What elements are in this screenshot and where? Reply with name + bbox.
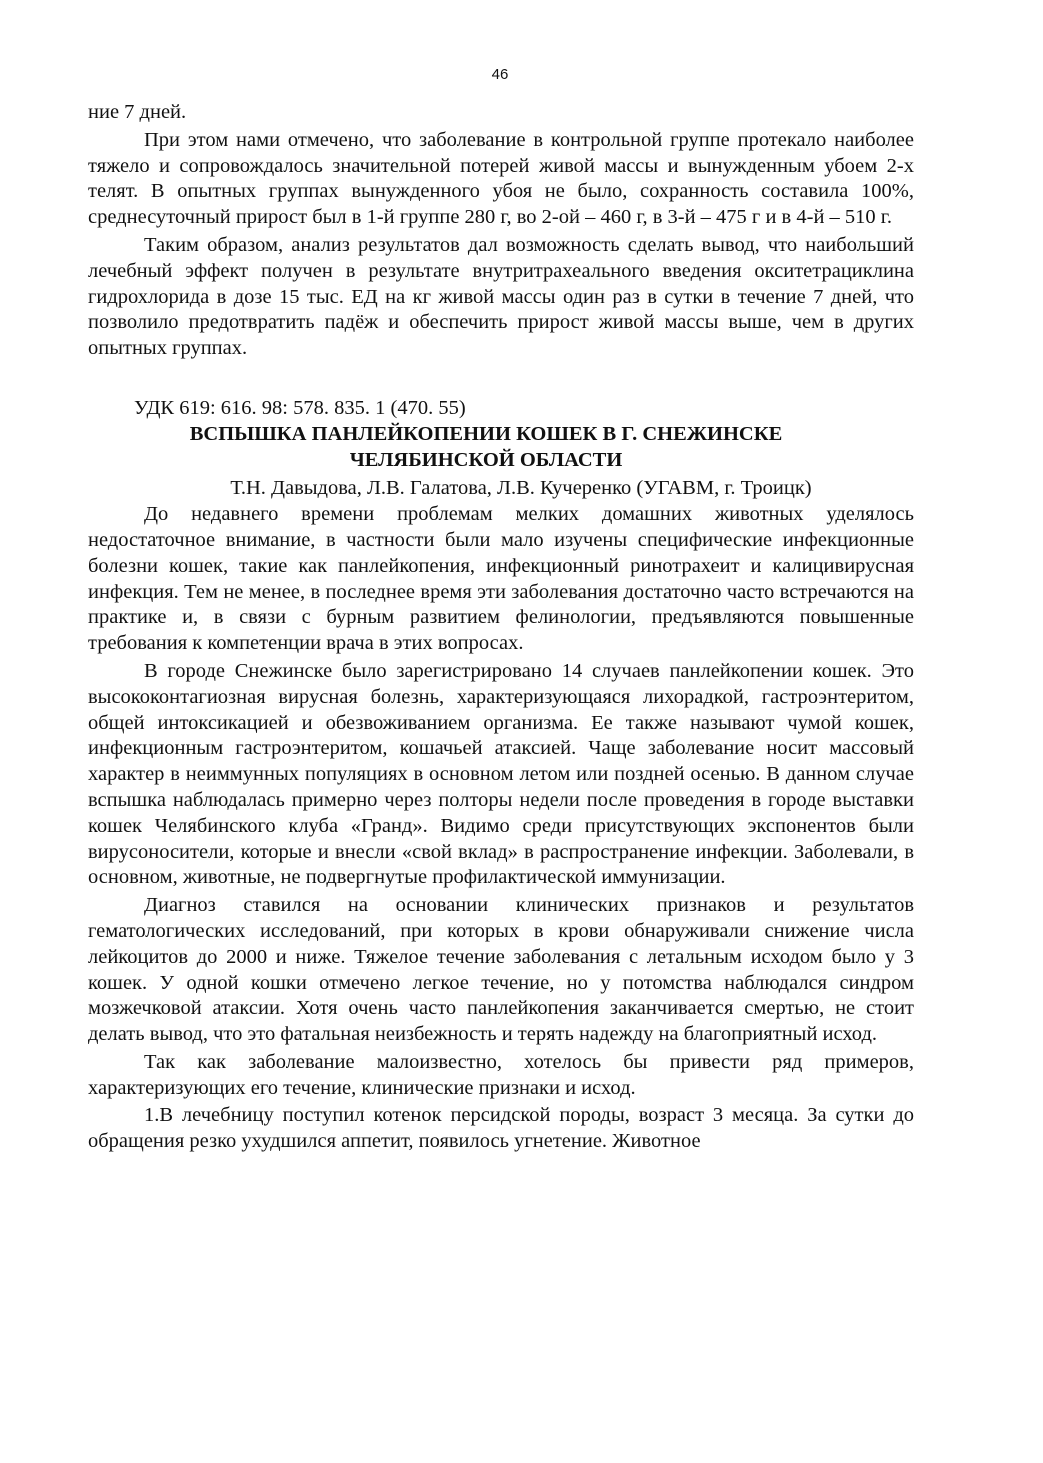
prev-article-paragraph: Таким образом, анализ результатов дал возможность сделать вывод, что наибольший лечебный эффект получен в результате внутритрахеального введения окситетрациклина гидрохлорида в дозе 15 тыс. ЕД на кг живой массы один раз в сутки в течение 7 дней, что позволило предотвратить падёж и обеспечить прирост живой массы выше, чем в других опытных группах.	[88, 233, 914, 360]
article-paragraph: Так как заболевание малоизвестно, хотелось бы привести ряд примеров, характеризующих его течение, клинические признаки и исход.	[88, 1050, 914, 1099]
article-paragraph: В городе Снежинске было зарегистрировано 14 случаев панлейкопении кошек. Это высококонтагиозная вирусная болезнь, характеризующаяся лихорадкой, гастроэнтеритом, общей интоксикацией и обезвоживанием организма. Ее также называют чумой кошек, инфекционным гастроэнтеритом, кошачьей атаксией. Чаще заболевание носит массовый характер в неиммунных популяциях в основном летом или поздней осенью. В данном случае вспышка наблюдалась примерно через полторы недели после проведения в городе выставки кошек Челябинского клуба «Гранд». Видимо среди присутствующих экспонентов были вирусоносители, которые и внесли «свой вклад» в распространение инфекции. Заболевали, в основном, животные, не подвергнутые профилактической иммунизации.	[88, 659, 914, 889]
prev-article-paragraph: При этом нами отмечено, что заболевание в контрольной группе протекало наиболее тяжело и сопровождалось значительной потерей живой массы и вынужденным убоем 2-х телят. В опытных группах вынужденного убоя не было, сохранность составила 100%, среднесуточный прирост был в 1-й группе 280 г, во 2-ой – 460 г, в 3-й – 475 г и в 4-й – 510 г.	[88, 128, 914, 229]
article-paragraph: До недавнего времени проблемам мелких домашних животных уделялось недостаточное внимание, в частности были мало изучены специфические инфекционные болезни кошек, такие как панлейкопения, инфекционный ринотрахеит и калицивирусная инфекция. Тем не менее, в последнее время эти заболевания достаточно часто встречаются на практике и, в связи с бурным развитием фелинологии, предъявляются повышенные требования к компетенции врача в этих вопросах.	[88, 503, 914, 655]
page-number: 46	[491, 66, 509, 83]
page-body	[88, 100, 914, 1155]
udk-code: УДК 619: 616. 98: 578. 835. 1 (470. 55)	[134, 396, 466, 419]
article-paragraph: Диагноз ставился на основании клинических признаков и результатов гематологических исследований, при которых в крови обнаруживали снижение числа лейкоцитов до 2000 и ниже. Тяжелое течение заболевания с летальным исходом было у 3 кошек. У одной кошки отмечено легкое течение, но у потомства наблюдался синдром мозжечковой атаксии. Хотя очень часто панлейкопения заканчивается смертью, не стоит делать вывод, что это фатальная неизбежность и терять надежду на благоприятный исход.	[88, 894, 914, 1046]
prev-article-paragraph: ние 7 дней.	[88, 101, 187, 123]
article-paragraph: 1.В лечебницу поступил котенок персидской породы, возраст 3 месяца. За сутки до обращения резко ухудшился аппетит, появилось угнетение. Животное	[88, 1104, 914, 1153]
article-title-line-2: ЧЕЛЯБИНСКОЙ ОБЛАСТИ	[349, 448, 623, 471]
article-title	[88, 422, 914, 474]
article-authors: Т.Н. Давыдова, Л.В. Галатова, Л.В. Кучеренко (УГАВМ, г. Троицк)	[230, 477, 812, 500]
article-title-line-1: ВСПЫШКА ПАНЛЕЙКОПЕНИИ КОШЕК В Г. СНЕЖИНСКЕ	[189, 422, 783, 445]
